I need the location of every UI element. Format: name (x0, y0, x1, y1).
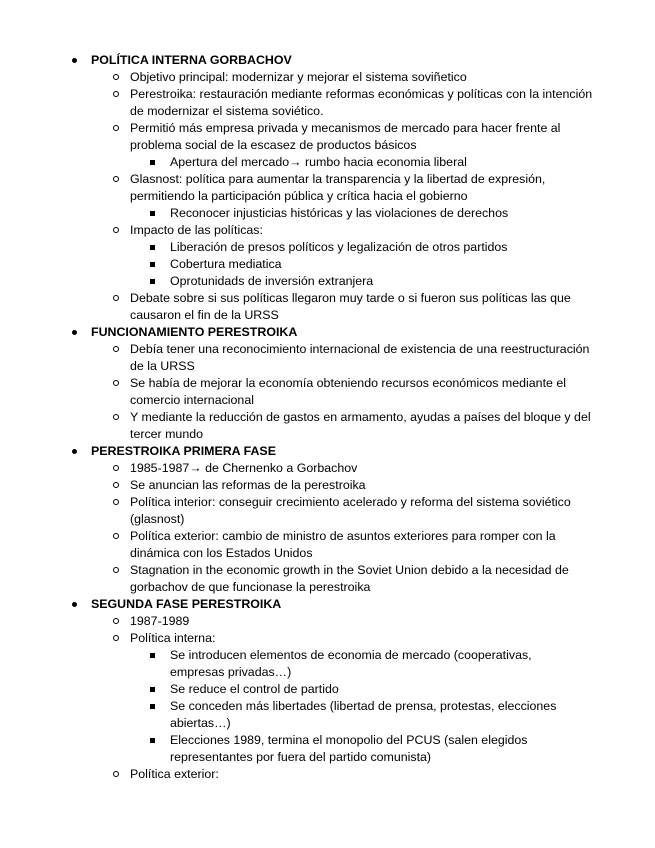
square-bullet-icon (150, 738, 155, 743)
list-item-text: Stagnation in the economic growth in the Soviet Union debido a la necesidad de gorbachov de que funcionase la perestroika (130, 563, 569, 594)
list-subitem (0, 239, 655, 256)
list-item-text: Y mediante la reducción de gastos en armamento, ayudas a países del bloque y del tercer mundo (130, 410, 591, 441)
list-item-text: Elecciones 1989, termina el monopolio del PCUS (salen elegidos representantes por fuera del partido comunista) (170, 733, 528, 764)
list-item-text: Debía tener una reconocimiento internacional de existencia de una reestructuración de la URSS (130, 342, 590, 373)
list-item (0, 171, 655, 205)
square-bullet-icon (150, 245, 155, 250)
hollow-bullet-icon (113, 771, 119, 777)
list-subitem (0, 256, 655, 273)
list-subitem (0, 205, 655, 222)
list-item-text: Permitió más empresa privada y mecanismos de mercado para hacer frente al problema social de la escasez de productos básicos (130, 121, 561, 152)
list-item-text: Oprotunidads de inversión extranjera (170, 274, 374, 288)
hollow-bullet-icon (113, 567, 119, 573)
list-item-text: Se había de mejorar la economía obteniendo recursos económicos mediante el comercio internacional (130, 376, 566, 407)
list-item (0, 341, 655, 375)
list-item-text: Se reduce el control de partido (170, 682, 339, 696)
list-item-text: PERESTROIKA PRIMERA FASE (91, 444, 276, 458)
square-bullet-icon (150, 279, 155, 284)
list-subitem (0, 698, 655, 732)
bullet-icon (72, 602, 77, 607)
list-item (0, 766, 655, 783)
list-item-text: Se anuncian las reformas de la perestroika (130, 478, 366, 492)
list-item-text: Reconocer injusticias históricas y las violaciones de derechos (170, 206, 509, 220)
hollow-bullet-icon (113, 635, 119, 641)
list-subitem (0, 273, 655, 290)
list-item-text: Se introducen elementos de economia de mercado (cooperativas, empresas privadas…) (170, 648, 532, 679)
square-bullet-icon (150, 704, 155, 709)
square-bullet-icon (150, 211, 155, 216)
bullet-icon (72, 58, 77, 63)
list-item (0, 613, 655, 630)
square-bullet-icon (150, 687, 155, 692)
list-item (0, 409, 655, 443)
hollow-bullet-icon (113, 227, 119, 233)
list-subitem (0, 154, 655, 171)
list-subitem (0, 647, 655, 681)
list-item (0, 528, 655, 562)
hollow-bullet-icon (113, 414, 119, 420)
heading-politica-interna (0, 52, 655, 69)
list-item-text: POLÍTICA INTERNA GORBACHOV (91, 53, 292, 67)
hollow-bullet-icon (113, 465, 119, 471)
hollow-bullet-icon (113, 380, 119, 386)
hollow-bullet-icon (113, 618, 119, 624)
list-item (0, 460, 655, 477)
heading-segunda-fase (0, 596, 655, 613)
square-bullet-icon (150, 653, 155, 658)
hollow-bullet-icon (113, 346, 119, 352)
hollow-bullet-icon (113, 74, 119, 80)
list-item (0, 477, 655, 494)
hollow-bullet-icon (113, 125, 119, 131)
list-item-text: Política interior: conseguir crecimiento acelerado y reforma del sistema soviético (glasnost) (130, 495, 571, 526)
list-item (0, 494, 655, 528)
list-item-text: Apertura del mercado→ rumbo hacia economia liberal (170, 155, 467, 169)
list-item (0, 630, 655, 647)
list-item-text: Debate sobre si sus políticas llegaron muy tarde o si fueron sus políticas las que causaron el fin de la URSS (130, 291, 571, 322)
list-item (0, 120, 655, 154)
document-body (0, 52, 655, 783)
list-item (0, 290, 655, 324)
list-item-text: Política interna: (130, 631, 216, 645)
list-item-text: Impacto de las políticas: (130, 223, 263, 237)
list-item (0, 222, 655, 239)
list-item (0, 69, 655, 86)
hollow-bullet-icon (113, 295, 119, 301)
square-bullet-icon (150, 160, 155, 165)
list-item-text: Liberación de presos políticos y legalización de otros partidos (170, 240, 508, 254)
list-item-text: 1985-1987→ de Chernenko a Gorbachov (130, 461, 358, 475)
list-item-text: Cobertura mediatica (170, 257, 282, 271)
list-item-text: Política exterior: (130, 767, 219, 781)
list-item-text: Política exterior: cambio de ministro de asuntos exteriores para romper con la dinámica con los Estados Unidos (130, 529, 556, 560)
list-item-text: Perestroika: restauración mediante reformas económicas y políticas con la intención de modernizar el sistema soviético. (130, 87, 593, 118)
heading-funcionamiento (0, 324, 655, 341)
list-item (0, 562, 655, 596)
list-item-text: Se conceden más libertades (libertad de prensa, protestas, elecciones abiertas…) (170, 699, 557, 730)
bullet-icon (72, 330, 77, 335)
hollow-bullet-icon (113, 482, 119, 488)
hollow-bullet-icon (113, 91, 119, 97)
list-item-text: SEGUNDA FASE PERESTROIKA (91, 597, 282, 611)
hollow-bullet-icon (113, 533, 119, 539)
hollow-bullet-icon (113, 176, 119, 182)
list-item-text: Objetivo principal: modernizar y mejorar el sistema soviñetico (130, 70, 467, 84)
hollow-bullet-icon (113, 499, 119, 505)
heading-primera-fase (0, 443, 655, 460)
list-item-text: Glasnost: política para aumentar la transparencia y la libertad de expresión, permitiendo la participación pública y crítica hacia el gobierno (130, 172, 546, 203)
list-subitem (0, 681, 655, 698)
list-item-text: 1987-1989 (130, 614, 190, 628)
list-item (0, 375, 655, 409)
bullet-icon (72, 449, 77, 454)
list-item (0, 86, 655, 120)
list-item-text: FUNCIONAMIENTO PERESTROIKA (91, 325, 298, 339)
list-subitem (0, 732, 655, 766)
square-bullet-icon (150, 262, 155, 267)
